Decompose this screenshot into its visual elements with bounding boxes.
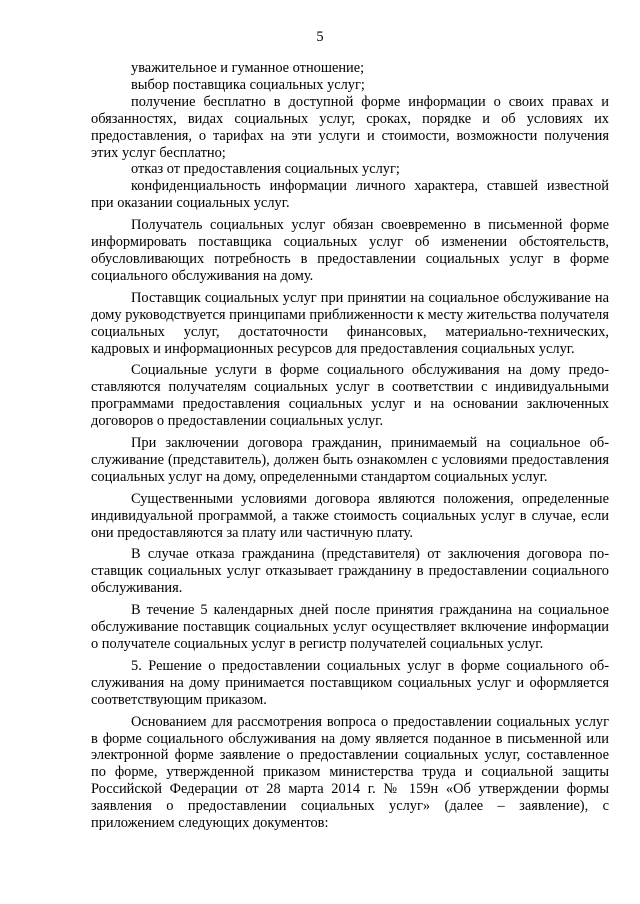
paragraph-register-inclusion: В течение 5 календарных дней после принятия гражданина на социальное обслуживание поставщик социальных услуг осуществляет включение информации о получателе социальных услуг в регистр получателей социальных услуг. xyxy=(91,602,609,652)
paragraph-provider-principles: Поставщик социальных услуг при принятии на социальное обслуживание на дому руководствуется принципами приближенности к месту жительства получателя социальных услуг, достаточности финансовых, материально-технических, кадровых и информационных ресурсов для предоставления социальных услуг. xyxy=(91,289,609,357)
paragraph-decision-order: 5. Решение о предоставлении социальных услуг в форме социального обслуживания на дому принимается поставщиком социальных услуг и оформляется соответствующим приказом. xyxy=(91,657,609,708)
paragraph-individual-programs: Социальные услуги в форме социального обслуживания на дому предоставляются получателям социальных услуг в соответствии с индивидуальными программами предоставления социальных услуг и на основании заключенных договоров о предоставлении социальных услуг. xyxy=(91,362,609,430)
list-item-respect: уважительное и гуманное отношение; xyxy=(131,60,365,76)
paragraph-contract-familiarization: При заключении договора гражданин, принимаемый на социальное обслуживание (представитель), должен быть ознакомлен с условиями предоставления социальных услуг на дому, определенными стандартом социальных услуг. xyxy=(91,435,609,485)
paragraph-recipient-obligation: Получатель социальных услуг обязан своевременно в письменной форме информировать поставщика социальных услуг об изменении обстоятельств, обусловливающих потребность в предоставлении социальных услуг в форме социального обслуживания на дому. xyxy=(91,217,609,284)
paragraph-refusal-of-contract: В случае отказа гражданина (представителя) от заключения договора поставщик социальных услуг отказывает гражданину в предоставлении социального обслуживания. xyxy=(91,546,609,597)
paragraph-application-basis: Основанием для рассмотрения вопроса о предоставлении социальных услуг в форме социального обслуживания на дому является поданное в письменной или электронной форме заявление о предоставлении социальных услуг, составленное по форме, утвержденной приказом министерства труда и социальной защиты Российской Федерации от 28 марта 2014 г. № 159н «Об утверждении формы заявления о предоставлении социальных услуг» (далее – заявление), с приложением следующих документов: xyxy=(91,713,609,832)
document-body xyxy=(91,60,609,832)
page-number: 5 xyxy=(316,29,324,45)
list-item-choice-of-provider: выбор поставщика социальных услуг; xyxy=(131,76,365,93)
list-item-confidentiality: конфиденциальность информации личного характера, ставшей известной при оказании социальных услуг. xyxy=(91,178,609,212)
paragraph-essential-conditions: Существенными условиями договора являются положения, определенные индивидуальной программой, а также стоимость социальных услуг в случае, если они предоставляются за плату или частичную плату. xyxy=(91,490,609,541)
list-item-free-information: получение бесплатно в доступной форме информации о своих правах и обязанностях, видах социальных услуг, сроках, порядке и об условиях их предоставления, о тарифах на эти услуги и стоимости, возможности получения этих услуг бесплатно; xyxy=(91,93,609,161)
list-item-refusal: отказ от предоставления социальных услуг; xyxy=(131,161,400,178)
